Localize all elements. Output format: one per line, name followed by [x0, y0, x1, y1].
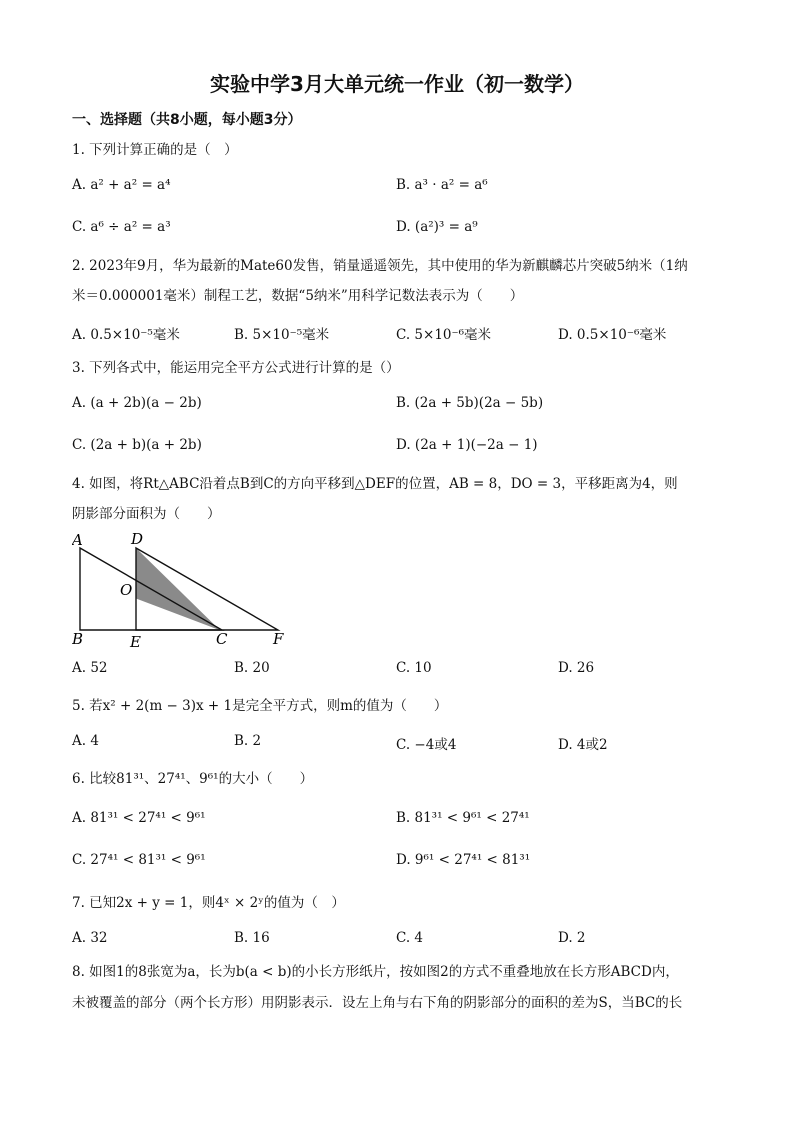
question-4-stem-line2: 阴影部分面积为（ ）: [72, 506, 221, 522]
option-c[interactable]: C. 27⁴¹ < 81³¹ < 9⁶¹: [72, 852, 206, 868]
option-c[interactable]: C. 4: [396, 930, 424, 946]
question-2-stem-line1: 2. 2023年9月，华为最新的Mate60发售，销量遥遥领先，其中使用的华为新麒麟芯片突破5纳米（1纳: [72, 258, 688, 274]
option-d[interactable]: D. 0.5×10⁻⁶毫米: [558, 327, 667, 343]
option-a[interactable]: A. a² + a² = a⁴: [72, 177, 171, 193]
option-d[interactable]: D. 4或2: [558, 737, 608, 753]
option-c[interactable]: C. (2a + b)(a + 2b): [72, 437, 202, 453]
question-8-stem-line2: 未被覆盖的部分（两个长方形）用阴影表示．设左上角与右下角的阴影部分的面积的差为S，当BC的长: [72, 995, 683, 1011]
option-a[interactable]: A. 32: [72, 930, 108, 946]
option-d[interactable]: D. (2a + 1)(−2a − 1): [396, 437, 538, 453]
question-1-stem: 1. 下列计算正确的是（ ）: [72, 142, 238, 158]
question-3-options-row1: [72, 395, 732, 419]
question-2-options: [72, 323, 732, 347]
option-a[interactable]: A. 52: [72, 660, 108, 676]
question-1-options-row1: [72, 177, 732, 201]
label-o: O: [120, 581, 133, 599]
option-c[interactable]: C. 10: [396, 660, 432, 676]
option-b[interactable]: B. 20: [234, 660, 270, 676]
label-f: F: [273, 630, 284, 648]
question-7-stem: 7. 已知2x + y = 1，则4ˣ × 2ʸ的值为（ ）: [72, 895, 345, 911]
question-4-options: [72, 660, 732, 684]
option-b[interactable]: B. 81³¹ < 9⁶¹ < 27⁴¹: [396, 810, 530, 826]
question-3-stem: 3. 下列各式中，能运用完全平方公式进行计算的是（）: [72, 360, 400, 376]
option-b[interactable]: B. 16: [234, 930, 270, 946]
label-b: B: [72, 630, 84, 648]
option-d[interactable]: D. 2: [558, 930, 586, 946]
option-c[interactable]: C. −4或4: [396, 737, 457, 753]
question-4-stem-line1: 4. 如图，将Rt△ABC沿着点B到C的方向平移到△DEF的位置，AB = 8，DO = 3，平移距离为4，则: [72, 476, 678, 492]
question-5-options: [72, 733, 732, 757]
label-e: E: [130, 633, 141, 651]
option-a[interactable]: A. 81³¹ < 27⁴¹ < 9⁶¹: [72, 810, 206, 826]
label-d: D: [131, 530, 144, 548]
option-b[interactable]: B. a³ · a² = a⁶: [396, 177, 488, 193]
option-d[interactable]: D. (a²)³ = a⁹: [396, 219, 478, 235]
question-6-options-row1: [72, 810, 732, 834]
question-7-options: [72, 930, 732, 954]
question-6-stem: 6. 比较81³¹、27⁴¹、9⁶¹的大小（ ）: [72, 771, 314, 787]
option-a[interactable]: A. 4: [72, 733, 99, 749]
triangle-abc: [80, 548, 222, 630]
label-c: C: [216, 630, 228, 648]
option-b[interactable]: B. 2: [234, 733, 262, 749]
page-title: 实验中学3月大单元统一作业（初一数学）: [210, 72, 584, 96]
option-c[interactable]: C. 5×10⁻⁶毫米: [396, 327, 492, 343]
label-a: A: [72, 531, 83, 549]
question-5-stem: 5. 若x² + 2(m − 3)x + 1是完全平方式，则m的值为（ ）: [72, 698, 448, 714]
option-c[interactable]: C. a⁶ ÷ a² = a³: [72, 219, 171, 235]
option-b[interactable]: B. 5×10⁻⁵毫米: [234, 327, 330, 343]
question-1-options-row2: [72, 219, 732, 243]
question-2-stem-line2: 米＝0.000001毫米）制程工艺，数据“5纳米”用科学记数法表示为（ ）: [72, 288, 524, 304]
option-a[interactable]: A. 0.5×10⁻⁵毫米: [72, 327, 180, 343]
option-a[interactable]: A. (a + 2b)(a − 2b): [72, 395, 202, 411]
translation-triangle-figure: [72, 528, 292, 652]
option-d[interactable]: D. 9⁶¹ < 27⁴¹ < 81³¹: [396, 852, 531, 868]
section-heading: 一、选择题（共8小题，每小题3分）: [72, 112, 302, 128]
question-3-options-row2: [72, 437, 732, 461]
option-d[interactable]: D. 26: [558, 660, 595, 676]
option-b[interactable]: B. (2a + 5b)(2a − 5b): [396, 395, 544, 411]
question-8-stem-line1: 8. 如图1的8张宽为a，长为b(a < b)的小长方形纸片，按如图2的方式不重叠地放在长方形ABCD内，: [72, 964, 679, 980]
question-6-options-row2: [72, 852, 732, 876]
